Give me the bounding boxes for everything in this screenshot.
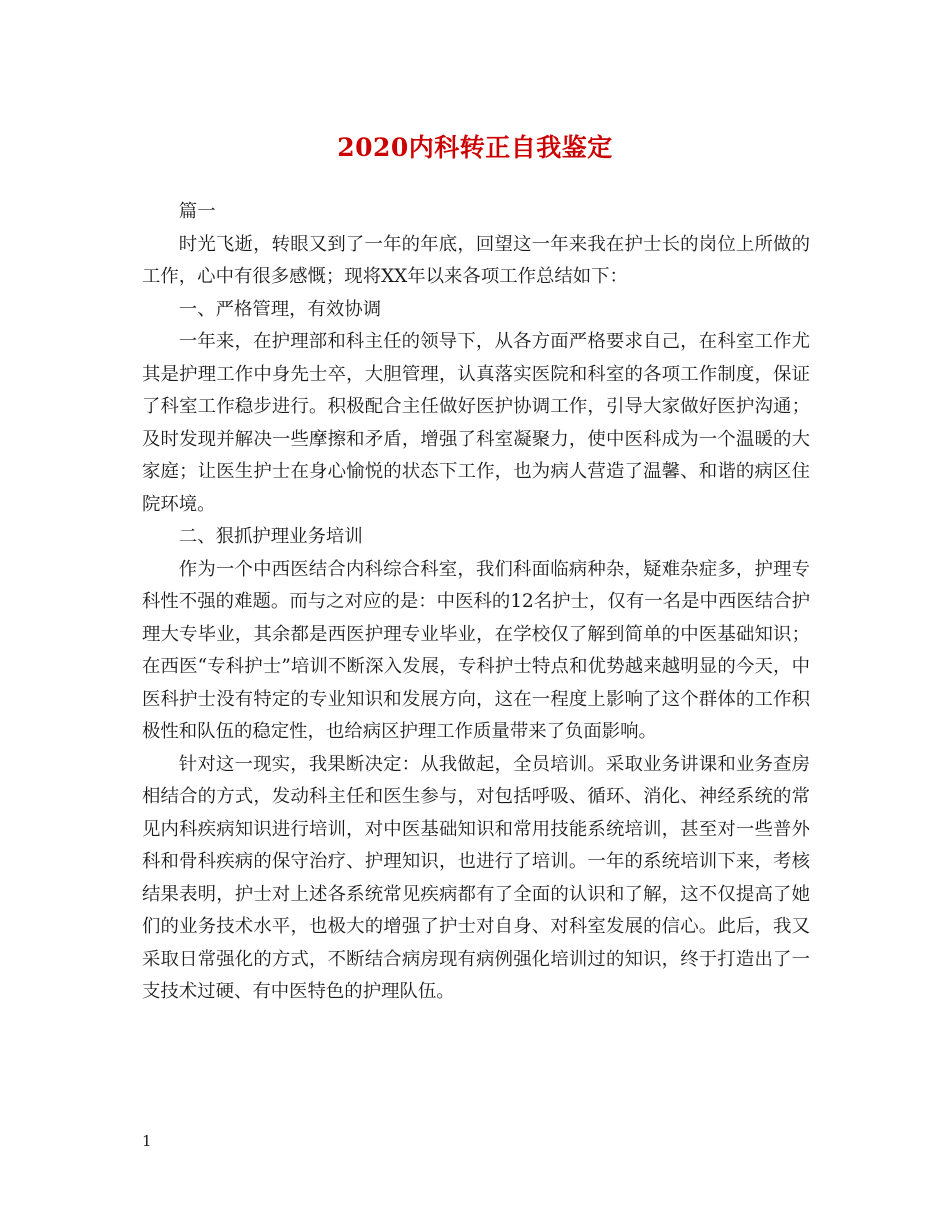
section-heading: 一、严格管理，有效协调: [178, 298, 382, 320]
paragraph: 针对这一现实，我果断决定：从我做起，全员培训。采取业务讲课和业务查房相结合的方式，发动科主任和医生参与，对包括呼吸、循环、消化、神经系统的常见内科疾病知识进行培训，对中医基础知识和常用技能系统培训，甚至对一些普外科和骨科疾病的保守治疗、护理知识，也进行了培训。一年的系统培训下来，考核结果表明，护士对上述各系统常见疾病都有了全面的认识和了解，这不仅提高了她们的业务技术水平，也极大的增强了护士对自身、对科室发展的信心。此后，我又采取日常强化的方式，不断结合病房现有病例强化培训过的知识，终于打造出了一支技术过硬、有中医特色的护理队伍。: [142, 753, 810, 1002]
document-body: [142, 196, 810, 1009]
section-label: 篇一: [178, 201, 216, 222]
document-title: 2020内科转正自我鉴定: [337, 133, 613, 162]
page-number: 1: [142, 1132, 152, 1150]
paragraph: 时光飞逝，转眼又到了一年的年底，回望这一年来我在护士长的岗位上所做的工作，心中有很多感慨；现将XX年以来各项工作总结如下：: [142, 233, 810, 287]
paragraph: 作为一个中西医结合内科综合科室，我们科面临病种杂，疑难杂症多，护理专科性不强的难题。而与之对应的是：中医科的12名护士，仅有一名是中西医结合护理大专毕业，其余都是西医护理专业毕业，在学校仅了解到简单的中医基础知识；在西医“专科护士”培训不断深入发展，专科护士特点和优势越来越明显的今天，中医科护士没有特定的专业知识和发展方向，这在一程度上影响了这个群体的工作积极性和队伍的稳定性，也给病区护理工作质量带来了负面影响。: [142, 558, 810, 742]
paragraph: 一年来，在护理部和科主任的领导下，从各方面严格要求自己，在科室工作尤其是护理工作中身先士卒，大胆管理，认真落实医院和科室的各项工作制度，保证了科室工作稳步进行。积极配合主任做好医护协调工作，引导大家做好医护沟通；及时发现并解决一些摩擦和矛盾，增强了科室凝聚力，使中医科成为一个温暖的大家庭；让医生护士在身心愉悦的状态下工作，也为病人营造了温馨、和谐的病区住院环境。: [142, 331, 810, 515]
section-heading: 二、狠抓护理业务培训: [178, 526, 363, 547]
